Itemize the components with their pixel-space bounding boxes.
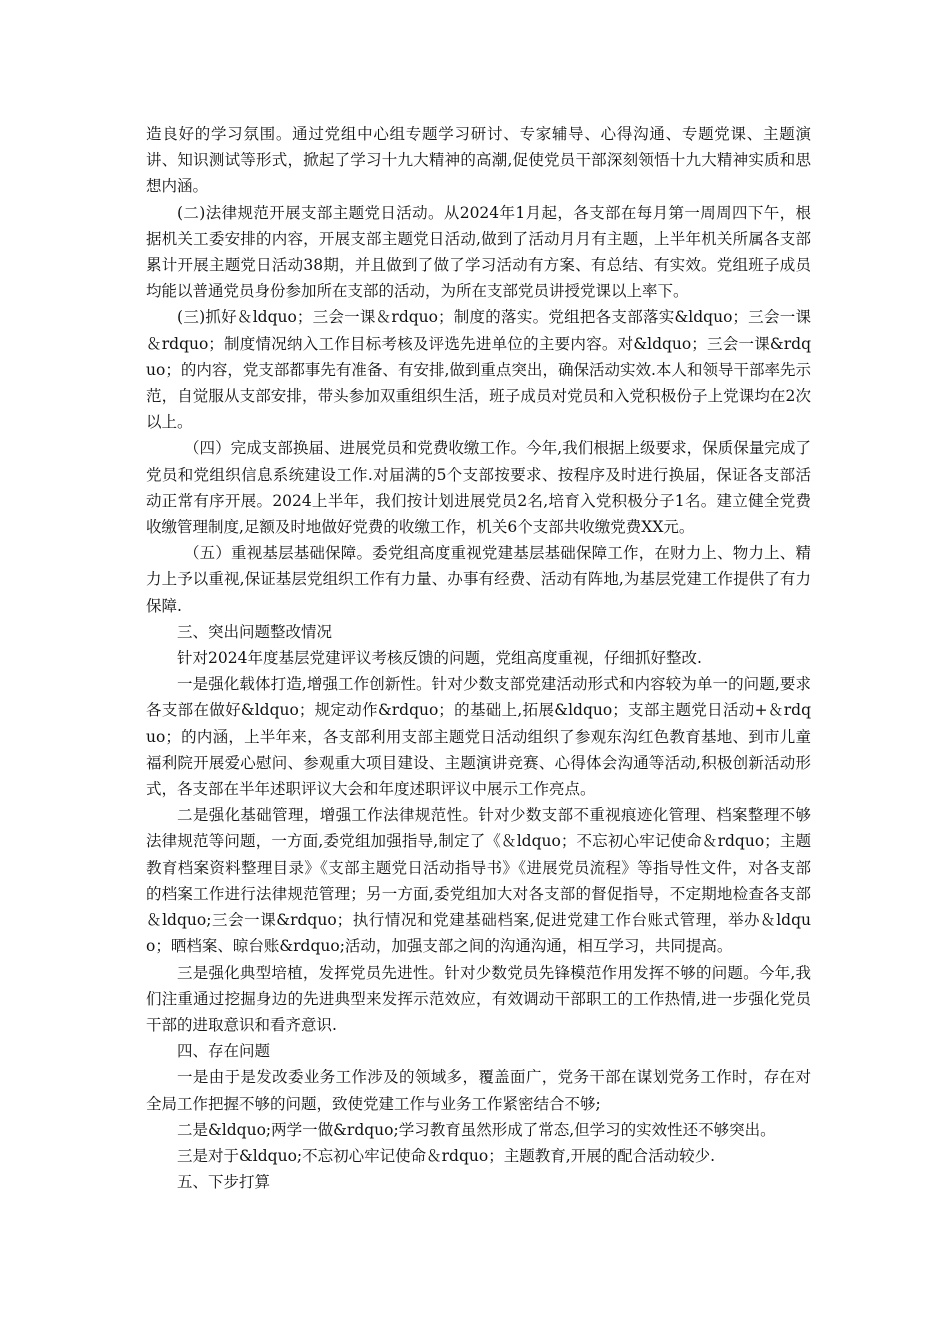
paragraph-problem-one: 一是由于是发改委业务工作涉及的领域多，覆盖面广，党务干部在谋划党务工作时，存在对全局工作把握不够的问题，致使党建工作与业务工作紧密结合不够;	[146, 1068, 811, 1113]
section-heading-rectification: 三、突出问题整改情况	[177, 622, 333, 641]
paragraph-three-meetings-one-lesson: (三)抓好＆ldquo；三会一课＆rdquo；制度的落实。党组把各支部落实&ldquo；三会一课＆rdquo；制度情况纳入工作目标考核及评选先进单位的主要内容。对&ldquo；三会一课&rdquo；的内容，党支部都事先有准备、有安排,做到重点突出，确保活动实效.本人和领导干部率先示范，自觉服从支部安排，带头参加双重组织生活，班子成员对党员和入党积极份子上党课均在2次以上。	[146, 308, 811, 432]
paragraph-rectification-intro: 针对2024年度基层党建评议考核反馈的问题，党组高度重视，仔细抓好整改.	[177, 649, 702, 668]
paragraph-theme-party-day: (二)法律规范开展支部主题党日活动。从2024年1月起，各支部在每月第一周周四下午，根据机关工委安排的内容，开展支部主题党日活动,做到了活动月月有主题，上半年机关所属各支部累计开展主题党日活动38期，并且做到了做了学习活动有方案、有总结、有实效。党组班子成员均能以普通党员身份参加所在支部的活动，为所在支部党员讲授党课以上率下。	[146, 203, 811, 301]
paragraph-grassroots-guarantee: （五）重视基层基础保障。委党组高度重视党建基层基础保障工作，在财力上、物力上、精力上予以重视,保证基层党组织工作有力量、办事有经费、活动有阵地,为基层党建工作提供了有力保障.	[146, 544, 811, 615]
paragraph-problem-two: 二是&ldquo;两学一做&rdquo;学习教育虽然形成了常态,但学习的实效性还不够突出。	[177, 1120, 776, 1139]
paragraph-strengthen-carrier: 一是强化载体打造,增强工作创新性。针对少数支部党建活动形式和内容较为单一的问题,要求各支部在做好&ldquo；规定动作&rdquo；的基础上,拓展&ldquo；支部主题党日活动+＆rdquo；的内涵，上半年来，各支部利用支部主题党日活动组织了参观东沟红色教育基地、到市儿童福利院开展爱心慰问、参观重大项目建设、主题演讲竞赛、心得体会沟通等活动,积极创新活动形式，各支部在半年述职评议大会和年度述职评议中展示工作亮点。	[146, 675, 811, 799]
paragraph-problem-three: 三是对于&ldquo;不忘初心牢记使命＆rdquo；主题教育,开展的配合活动较少.	[177, 1146, 716, 1165]
paragraph-strengthen-models: 三是强化典型培植，发挥党员先进性。针对少数党员先锋模范作用发挥不够的问题。今年,我们注重通过挖掘身边的先进典型来发挥示范效应，有效调动干部职工的工作热情,进一步强化党员干部的进取意识和看齐意识.	[146, 963, 811, 1034]
paragraph-branch-election-dues: （四）完成支部换届、进展党员和党费收缴工作。今年,我们根据上级要求，保质保量完成了党员和党组织信息系统建设工作.对届满的5个支部按要求、按程序及时进行换届，保证各支部活动正常有序开展。2024上半年，我们按计划进展党员2名,培育入党积极分子1名。建立健全党费收缴管理制度,足额及时地做好党费的收缴工作，机关6个支部共收缴党费XX元。	[146, 439, 811, 537]
section-heading-next-steps: 五、下步打算	[177, 1173, 271, 1192]
section-heading-existing-problems: 四、存在问题	[177, 1042, 271, 1061]
paragraph-strengthen-management: 二是强化基础管理，增强工作法律规范性。针对少数支部不重视痕迹化管理、档案整理不够法律规范等问题，一方面,委党组加强指导,制定了《＆ldquo；不忘初心牢记使命＆rdquo；主题教育档案资料整理目录》《支部主题党日活动指导书》《进展党员流程》等指导性文件，对各支部的档案工作进行法律规范管理；另一方面,委党组加大对各支部的督促指导，不定期地检查各支部＆ldquo;三会一课&rdquo；执行情况和党建基础档案,促进党建工作台账式管理，举办＆ldquo；晒档案、晾台账&rdquo;活动，加强支部之间的沟通沟通，相互学习，共同提高。	[146, 806, 811, 956]
document-page	[146, 121, 811, 1195]
paragraph-continued-study-atmosphere: 造良好的学习氛围。通过党组中心组专题学习研讨、专家辅导、心得沟通、专题党课、主题演讲、知识测试等形式，掀起了学习十九大精神的高潮,促使党员干部深刻领悟十九大精神实质和思想内涵。	[146, 125, 811, 196]
